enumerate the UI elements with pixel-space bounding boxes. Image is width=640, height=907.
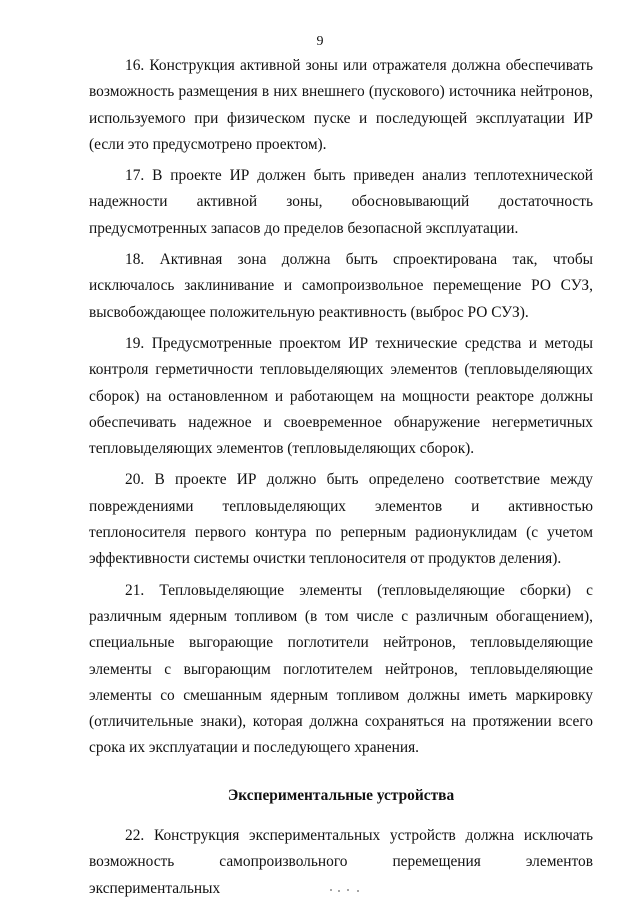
paragraph-19: 19. Предусмотренные проектом ИР технические средства и методы контроля герметичности тепловыделяющих элементов (тепловыделяющих сборок) на остановленном и работающем на мощности реакторе должны обеспечивать надежное и своевременное обнаружение негерметичных тепловыделяющих элементов (тепловыделяющих сборок). [89, 334, 593, 458]
paragraph-20: 20. В проекте ИР должно быть определено соответствие между повреждениями тепловыделяющих элементов и активностью теплоносителя первого контура по реперным радионуклидам (с учетом эффективности системы очистки теплоносителя от продуктов деления). [89, 471, 593, 568]
scan-artifact-dots [330, 889, 390, 893]
paragraph-17: 17. В проекте ИР должен быть приведен анализ теплотехнической надежности активной зоны, обосновывающий достаточность предусмотренных запасов до пределов безопасной эксплуатации. [89, 167, 593, 237]
paragraph-18: 18. Активная зона должна быть спроектирована так, чтобы исключалось заклинивание и самопроизвольное перемещение РО СУЗ, высвобождающее положительную реактивность (выброс РО СУЗ). [89, 251, 593, 321]
paragraph-16: 16. Конструкция активной зоны или отражателя должна обеспечивать возможность размещения в них внешнего (пускового) источника нейтронов, используемого при физическом пуске и последующей эксплуатации ИР (если это предусмотрено проектом). [89, 57, 593, 153]
paragraph-22: 22. Конструкция экспериментальных устройств должна исключать возможность самопроизвольного перемещения элементов экспериментальных [89, 827, 593, 897]
page-number: 9 [316, 34, 324, 49]
paragraph-21: 21. Тепловыделяющие элементы (тепловыделяющие сборки) с различным ядерным топливом (в том числе с различным обогащением), специальные выгорающие поглотители нейтронов, тепловыделяющие элементы с выгорающим поглотителем нейтронов, тепловыделяющие элементы со смешанным ядерным топливом должны иметь маркировку (отличительные знаки), которая должна сохраняться на протяжении всего срока их эксплуатации и последующего хранения. [89, 581, 593, 757]
document-body [89, 53, 593, 907]
section-heading: Экспериментальные устройства [227, 786, 455, 804]
